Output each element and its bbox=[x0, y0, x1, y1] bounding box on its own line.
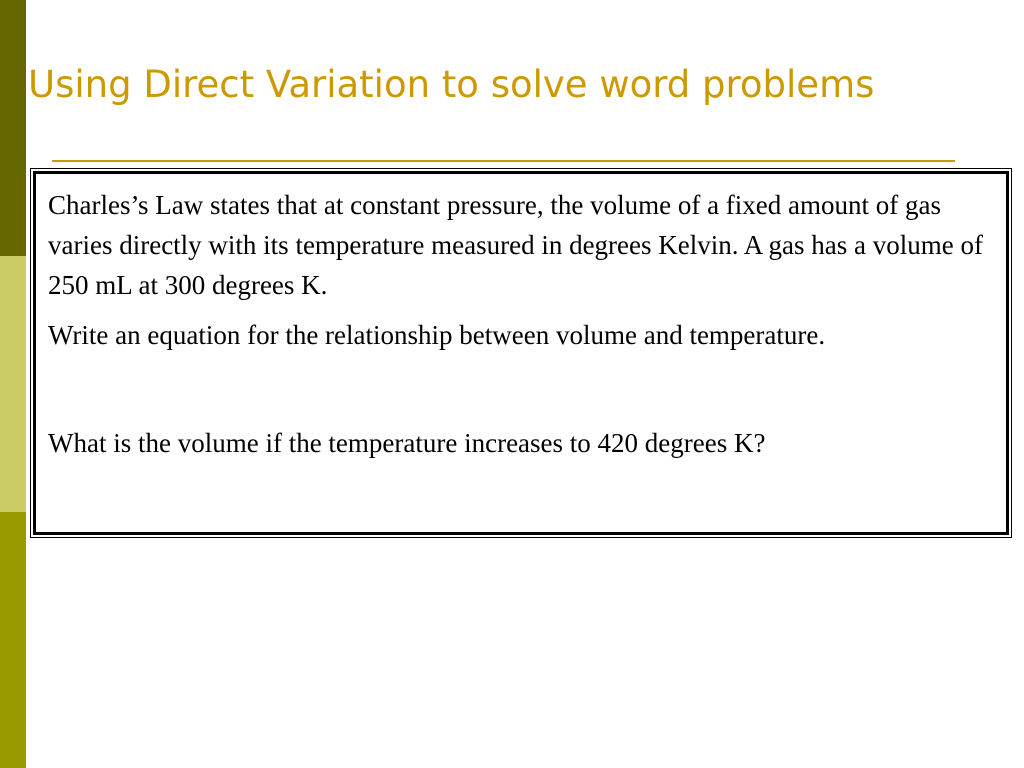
sidebar-segment-middle bbox=[0, 256, 26, 512]
question-volume: What is the volume if the temperature increases to 420 degrees K? bbox=[48, 428, 766, 458]
title-underline-rule bbox=[52, 160, 955, 162]
slide-title: Using Direct Variation to solve word problems bbox=[28, 63, 875, 106]
problem-text-box bbox=[30, 168, 1012, 538]
sidebar-segment-bottom bbox=[0, 512, 26, 768]
problem-text-box-inner bbox=[33, 171, 1009, 535]
decorative-sidebar bbox=[0, 0, 26, 768]
problem-statement: Charles’s Law states that at constant pressure, the volume of a fixed amount of gas varies directly with its temperature measured in degrees Kelvin. A gas has a volume of 250 mL at 300 degrees K. bbox=[48, 190, 983, 300]
question-equation: Write an equation for the relationship between volume and temperature. bbox=[48, 320, 826, 350]
sidebar-segment-top bbox=[0, 0, 26, 256]
